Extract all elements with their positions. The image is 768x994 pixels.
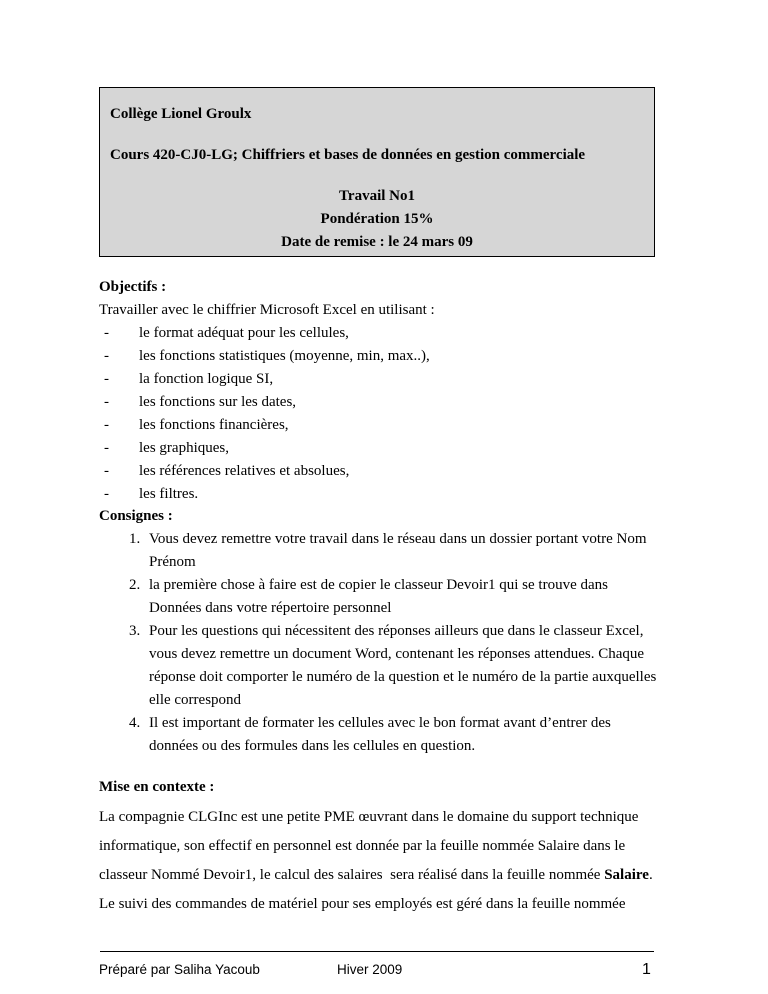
footer-term: Hiver 2009 [337, 962, 403, 977]
context-text: classeur Nommé Devoir1, le calcul des salaires sera réalisé dans la feuille nommée [99, 867, 605, 883]
bullet-marker: - [104, 325, 109, 341]
objectives-heading: Objectifs : [99, 279, 167, 295]
list-item: la fonction logique SI, [139, 371, 274, 387]
list-item: Il est important de formater les cellules avec le bon format avant d’entrer des [149, 715, 611, 731]
course-title: Cours 420-CJ0-LG; Chiffriers et bases de données en gestion commerciale [110, 147, 586, 163]
objectives-intro: Travailler avec le chiffrier Microsoft Excel en utilisant : [99, 302, 435, 318]
list-item: les graphiques, [139, 440, 229, 456]
header-box [99, 87, 655, 257]
list-item: Pour les questions qui nécessitent des réponses ailleurs que dans le classeur Excel, [149, 623, 644, 639]
list-item: les fonctions sur les dates, [139, 394, 297, 410]
list-item-continuation: elle correspond [149, 692, 242, 708]
assignment-title: Travail No1 [339, 188, 415, 204]
instructions-heading: Consignes : [99, 508, 173, 524]
bullet-marker: - [104, 440, 109, 456]
college-name: Collège Lionel Groulx [110, 106, 252, 122]
footer-author: Préparé par Saliha Yacoub [99, 962, 260, 977]
bullet-marker: - [104, 486, 109, 502]
context-text: . [648, 867, 653, 883]
sheet-name-emphasis: Salaire [604, 867, 649, 883]
list-number: 1. [129, 531, 141, 547]
list-item: la première chose à faire est de copier le classeur Devoir1 qui se trouve dans [149, 577, 608, 593]
list-item-continuation: données ou des formules dans les cellules en question. [149, 738, 476, 754]
context-paragraph-line: Le suivi des commandes de matériel pour ses employés est géré dans la feuille nommée [99, 896, 626, 912]
list-item-continuation: Prénom [149, 554, 196, 570]
list-item-continuation: Données dans votre répertoire personnel [149, 600, 392, 616]
context-paragraph-line [99, 866, 653, 884]
list-item: Vous devez remettre votre travail dans le réseau dans un dossier portant votre Nom [149, 531, 647, 547]
list-item: le format adéquat pour les cellules, [139, 325, 349, 341]
list-number: 4. [129, 715, 141, 731]
list-number: 2. [129, 577, 141, 593]
bullet-marker: - [104, 348, 109, 364]
footer-rule [100, 951, 654, 952]
bullet-marker: - [104, 417, 109, 433]
list-number: 3. [129, 623, 141, 639]
bullet-marker: - [104, 463, 109, 479]
context-paragraph-line: La compagnie CLGInc est une petite PME œuvrant dans le domaine du support technique [99, 809, 639, 825]
bullet-marker: - [104, 371, 109, 387]
list-item-continuation: vous devez remettre un document Word, contenant les réponses attendues. Chaque [149, 646, 645, 662]
list-item: les fonctions financières, [139, 417, 289, 433]
list-item: les filtres. [139, 486, 199, 502]
context-heading: Mise en contexte : [99, 779, 215, 795]
due-date: Date de remise : le 24 mars 09 [281, 234, 473, 250]
assignment-weight: Pondération 15% [320, 211, 434, 227]
list-item-continuation: réponse doit comporter le numéro de la question et le numéro de la partie auxquelles [149, 669, 657, 685]
list-item: les fonctions statistiques (moyenne, min, max..), [139, 348, 430, 364]
bullet-marker: - [104, 394, 109, 410]
list-item: les références relatives et absolues, [139, 463, 350, 479]
page-number: 1 [642, 961, 651, 978]
context-paragraph-line: informatique, son effectif en personnel est donnée par la feuille nommée Salaire dans le [99, 838, 626, 854]
